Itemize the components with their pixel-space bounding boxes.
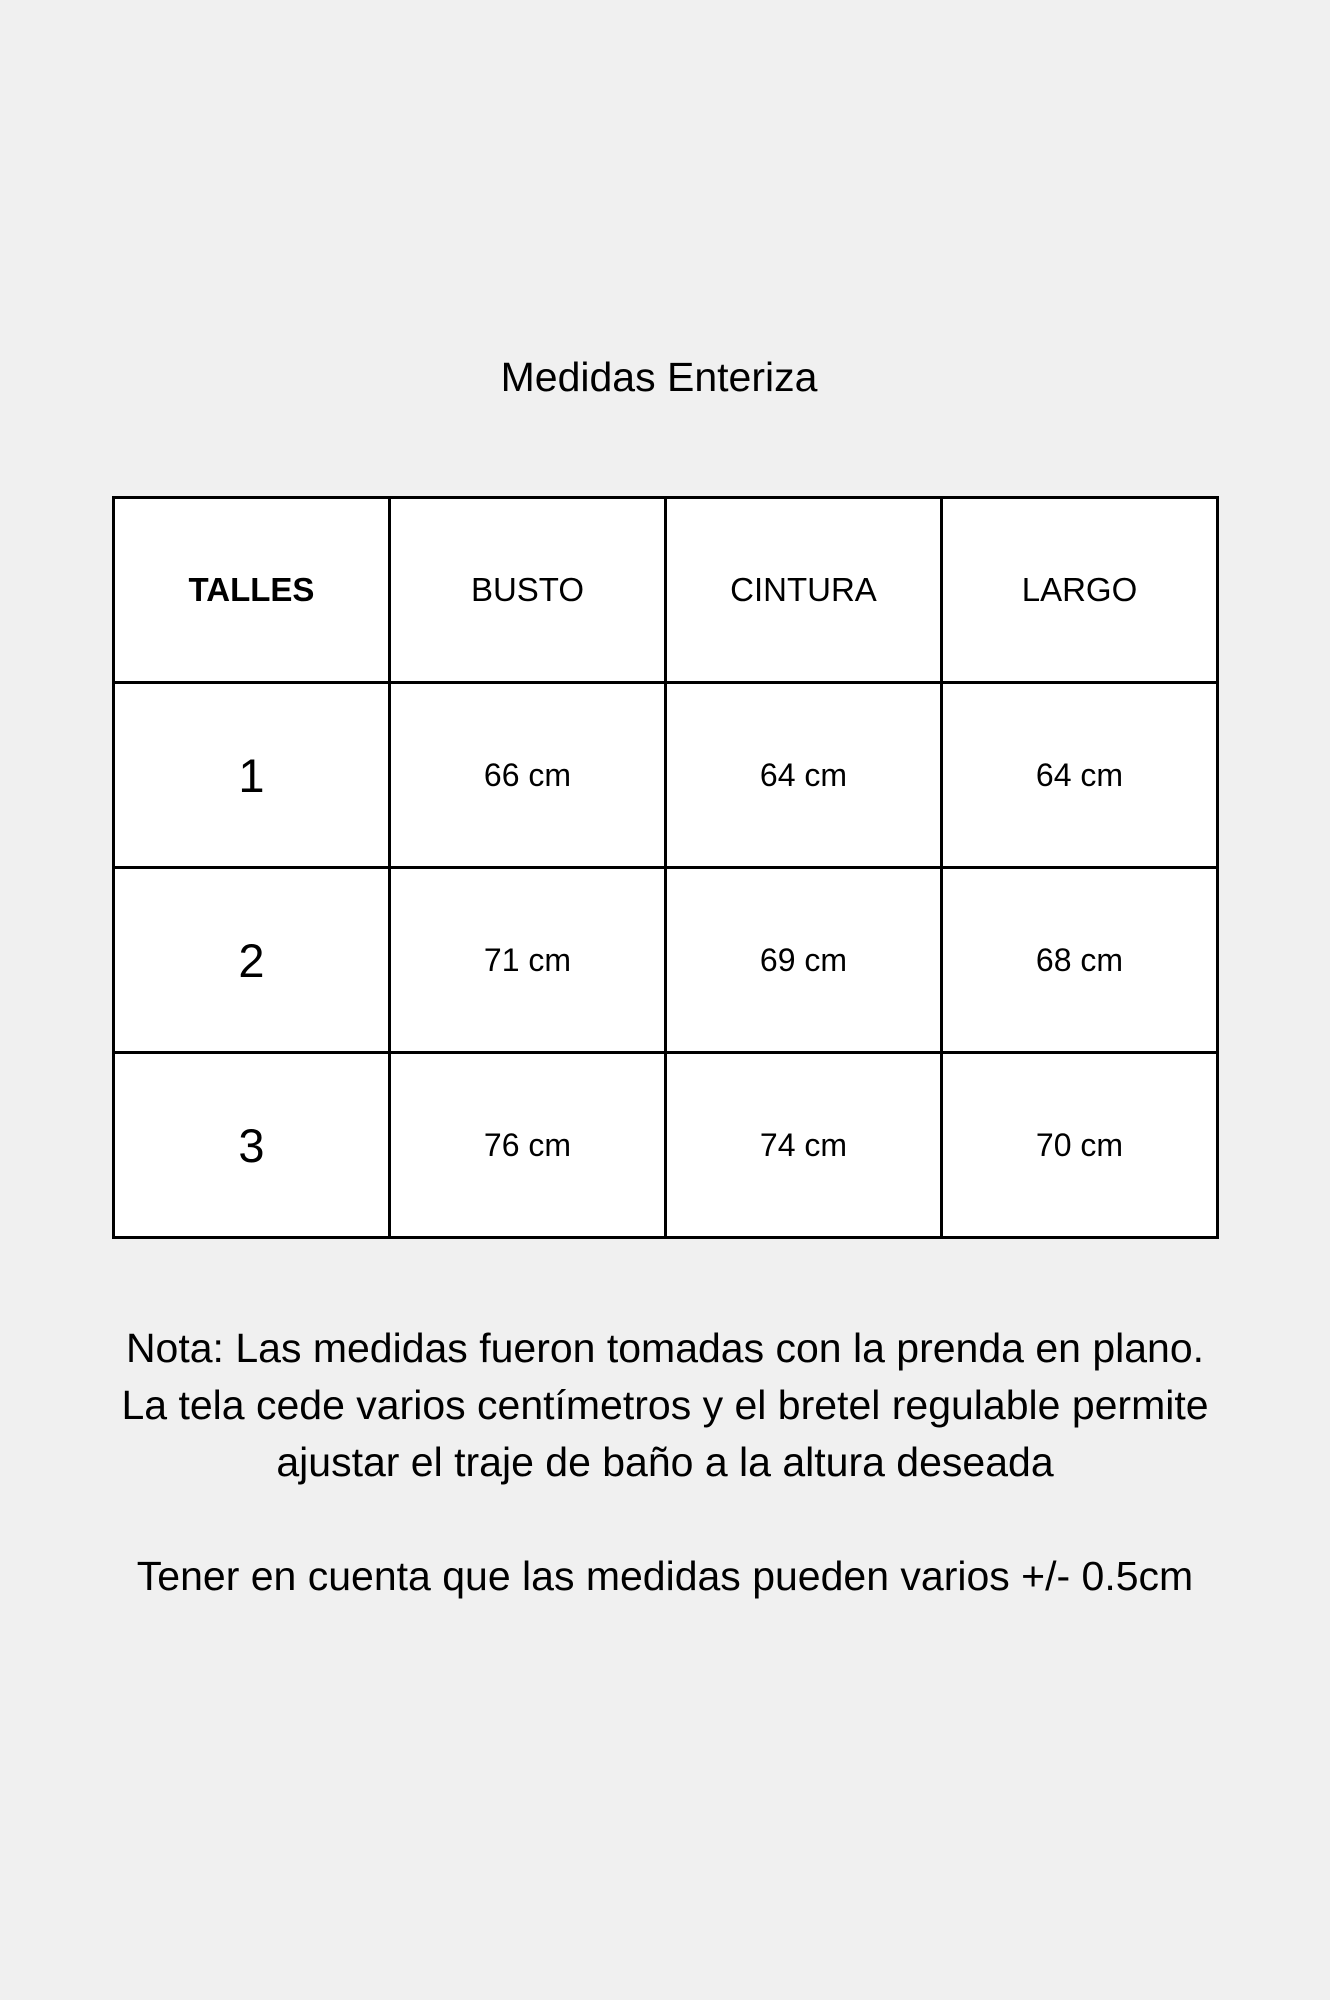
table-row <box>114 868 1218 1053</box>
header-largo: LARGO <box>942 498 1218 683</box>
cell-cintura: 64 cm <box>666 683 942 868</box>
cell-talle: 1 <box>114 683 390 868</box>
cell-talle: 3 <box>114 1053 390 1238</box>
page-title: Medidas Enteriza <box>500 354 818 400</box>
cell-largo: 64 cm <box>942 683 1218 868</box>
table-header-row <box>114 498 1218 683</box>
table-row <box>114 1053 1218 1238</box>
notes-block <box>0 1320 1330 1605</box>
tolerance-note: Tener en cuenta que las medidas pueden varios +/- 0.5cm <box>136 1553 1194 1599</box>
cell-talle: 2 <box>114 868 390 1053</box>
header-cintura: CINTURA <box>666 498 942 683</box>
note-line: ajustar el traje de baño a la altura deseada <box>276 1439 1054 1485</box>
cell-cintura: 74 cm <box>666 1053 942 1238</box>
note-line: La tela cede varios centímetros y el bretel regulable permite <box>121 1382 1209 1428</box>
table-row <box>114 683 1218 868</box>
cell-largo: 68 cm <box>942 868 1218 1053</box>
cell-cintura: 69 cm <box>666 868 942 1053</box>
size-table <box>112 496 1219 1239</box>
cell-busto: 76 cm <box>390 1053 666 1238</box>
cell-largo: 70 cm <box>942 1053 1218 1238</box>
cell-busto: 66 cm <box>390 683 666 868</box>
header-busto: BUSTO <box>390 498 666 683</box>
note-line: Nota: Las medidas fueron tomadas con la prenda en plano. <box>125 1325 1205 1371</box>
cell-busto: 71 cm <box>390 868 666 1053</box>
header-talles: TALLES <box>114 498 390 683</box>
